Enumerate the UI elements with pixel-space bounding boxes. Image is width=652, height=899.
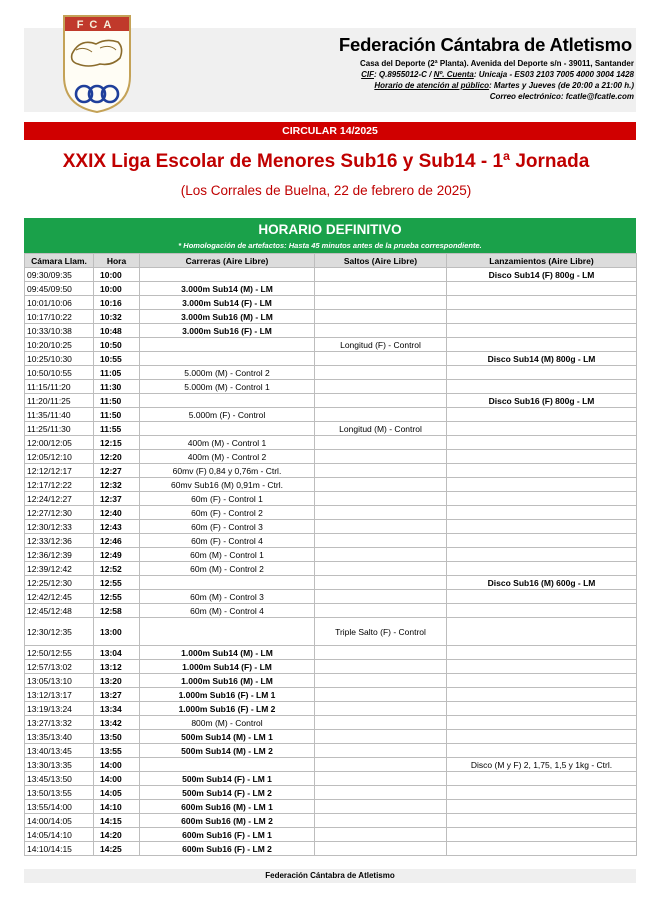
cell-lanzamientos [447, 786, 637, 800]
cell-hora: 13:55 [94, 744, 140, 758]
cell-carreras [140, 394, 315, 408]
cell-carreras [140, 352, 315, 366]
cell-camara: 09:45/09:50 [25, 282, 94, 296]
cell-hora: 13:34 [94, 702, 140, 716]
cell-saltos [315, 786, 447, 800]
table-row [25, 562, 637, 576]
table-row [25, 814, 637, 828]
cell-camara: 12:05/12:10 [25, 450, 94, 464]
address: Casa del Deporte (2ª Planta). Avenida del Deporte s/n - 39011, Santander [359, 59, 634, 68]
cell-saltos [315, 478, 447, 492]
cell-lanzamientos: Disco Sub14 (F) 800g - LM [447, 268, 637, 282]
cell-saltos [315, 352, 447, 366]
cell-saltos [315, 758, 447, 772]
schedule-note: * Homologación de artefactos: Hasta 45 minutos antes de la prueba correspondiente. [178, 241, 482, 250]
cell-lanzamientos [447, 716, 637, 730]
cell-hora: 11:50 [94, 408, 140, 422]
cell-carreras: 600m Sub16 (M) - LM 2 [140, 814, 315, 828]
cell-lanzamientos [447, 464, 637, 478]
cell-camara: 10:20/10:25 [25, 338, 94, 352]
cell-camara: 13:27/13:32 [25, 716, 94, 730]
cell-carreras: 1.000m Sub16 (F) - LM 2 [140, 702, 315, 716]
cell-carreras: 60m (F) - Control 3 [140, 520, 315, 534]
cell-lanzamientos [447, 478, 637, 492]
cell-saltos [315, 842, 447, 856]
cell-camara: 12:12/12:17 [25, 464, 94, 478]
cell-lanzamientos [447, 366, 637, 380]
cell-hora: 10:16 [94, 296, 140, 310]
schedule-table [24, 253, 637, 856]
cell-camara: 11:35/11:40 [25, 408, 94, 422]
cell-carreras: 1.000m Sub14 (M) - LM [140, 646, 315, 660]
col-lanzamientos: Lanzamientos (Aire Libre) [447, 254, 637, 268]
cell-lanzamientos [447, 590, 637, 604]
cell-lanzamientos [447, 772, 637, 786]
table-row [25, 464, 637, 478]
cell-hora: 14:15 [94, 814, 140, 828]
cell-carreras: 500m Sub14 (F) - LM 2 [140, 786, 315, 800]
cell-lanzamientos [447, 828, 637, 842]
cell-camara: 12:25/12:30 [25, 576, 94, 590]
page-subtitle: (Los Corrales de Buelna, 22 de febrero de 2025) [180, 183, 472, 198]
cell-lanzamientos [447, 534, 637, 548]
table-row [25, 366, 637, 380]
table-row [25, 688, 637, 702]
cell-camara: 10:50/10:55 [25, 366, 94, 380]
cell-saltos: Longitud (M) - Control [315, 422, 447, 436]
cell-hora: 14:05 [94, 786, 140, 800]
fca-logo [62, 14, 132, 114]
cell-hora: 12:32 [94, 478, 140, 492]
cell-lanzamientos [447, 436, 637, 450]
cell-saltos [315, 716, 447, 730]
cell-carreras: 3.000m Sub14 (F) - LM [140, 296, 315, 310]
cell-lanzamientos [447, 422, 637, 436]
footer: Federación Cántabra de Atletismo [24, 869, 636, 883]
table-row [25, 618, 637, 646]
table-row [25, 380, 637, 394]
schedule-heading [24, 218, 636, 253]
col-hora: Hora [94, 254, 140, 268]
cell-lanzamientos [447, 506, 637, 520]
table-row [25, 436, 637, 450]
cell-lanzamientos [447, 296, 637, 310]
org-name: Federación Cántabra de Atletismo [338, 34, 632, 55]
cell-carreras: 60m (F) - Control 4 [140, 534, 315, 548]
table-row [25, 604, 637, 618]
cell-carreras: 60m (F) - Control 2 [140, 506, 315, 520]
cell-carreras: 60m (F) - Control 1 [140, 492, 315, 506]
cell-carreras [140, 576, 315, 590]
table-header-row [25, 254, 637, 268]
cell-camara: 11:20/11:25 [25, 394, 94, 408]
cell-saltos [315, 436, 447, 450]
cell-saltos [315, 296, 447, 310]
cell-hora: 12:15 [94, 436, 140, 450]
col-carreras: Carreras (Aire Libre) [140, 254, 315, 268]
cell-lanzamientos [447, 702, 637, 716]
cell-carreras: 60m (M) - Control 4 [140, 604, 315, 618]
col-saltos: Saltos (Aire Libre) [315, 254, 447, 268]
cell-lanzamientos [447, 604, 637, 618]
cell-saltos [315, 730, 447, 744]
cell-carreras: 60m (M) - Control 3 [140, 590, 315, 604]
table-row [25, 800, 637, 814]
table-row [25, 660, 637, 674]
cell-lanzamientos [447, 646, 637, 660]
schedule-title: HORARIO DEFINITIVO [258, 222, 402, 237]
cell-saltos [315, 646, 447, 660]
cell-hora: 12:20 [94, 450, 140, 464]
cell-hora: 14:00 [94, 772, 140, 786]
table-row [25, 786, 637, 800]
cell-lanzamientos: Disco Sub16 (F) 800g - LM [447, 394, 637, 408]
cell-camara: 10:25/10:30 [25, 352, 94, 366]
table-row [25, 758, 637, 772]
table-row [25, 702, 637, 716]
cell-hora: 12:46 [94, 534, 140, 548]
cell-hora: 10:55 [94, 352, 140, 366]
cell-camara: 12:00/12:05 [25, 436, 94, 450]
table-row [25, 548, 637, 562]
cell-carreras: 3.000m Sub16 (M) - LM [140, 310, 315, 324]
cell-carreras [140, 268, 315, 282]
cell-hora: 11:50 [94, 394, 140, 408]
table-row [25, 716, 637, 730]
cell-carreras: 3.000m Sub16 (F) - LM [140, 324, 315, 338]
cell-camara: 13:12/13:17 [25, 688, 94, 702]
cell-hora: 12:40 [94, 506, 140, 520]
cell-camara: 12:42/12:45 [25, 590, 94, 604]
cell-hora: 13:27 [94, 688, 140, 702]
table-row [25, 576, 637, 590]
cell-lanzamientos [447, 324, 637, 338]
cell-carreras: 1.000m Sub14 (F) - LM [140, 660, 315, 674]
cell-hora: 10:00 [94, 268, 140, 282]
cell-carreras: 60mv Sub16 (M) 0,91m - Ctrl. [140, 478, 315, 492]
email-line: Correo electrónico: fcatle@fcatle.com [489, 92, 634, 101]
cell-carreras: 400m (M) - Control 1 [140, 436, 315, 450]
cell-hora: 12:55 [94, 576, 140, 590]
cell-camara: 12:24/12:27 [25, 492, 94, 506]
cell-hora: 11:55 [94, 422, 140, 436]
cell-hora: 12:27 [94, 464, 140, 478]
cell-hora: 14:10 [94, 800, 140, 814]
cell-carreras: 500m Sub14 (F) - LM 1 [140, 772, 315, 786]
cell-hora: 12:55 [94, 590, 140, 604]
cell-lanzamientos [447, 688, 637, 702]
cell-carreras: 60m (M) - Control 1 [140, 548, 315, 562]
cell-camara: 13:50/13:55 [25, 786, 94, 800]
cell-hora: 13:00 [94, 618, 140, 646]
cell-carreras [140, 422, 315, 436]
cell-camara: 12:27/12:30 [25, 506, 94, 520]
cell-lanzamientos [447, 618, 637, 646]
cell-camara: 13:35/13:40 [25, 730, 94, 744]
cell-saltos [315, 380, 447, 394]
table-row [25, 646, 637, 660]
cell-camara: 10:01/10:06 [25, 296, 94, 310]
table-row [25, 478, 637, 492]
cell-hora: 12:37 [94, 492, 140, 506]
cell-carreras: 5.000m (M) - Control 1 [140, 380, 315, 394]
cell-saltos [315, 268, 447, 282]
cell-lanzamientos [447, 380, 637, 394]
table-row [25, 744, 637, 758]
cell-saltos [315, 814, 447, 828]
table-row [25, 730, 637, 744]
cell-saltos [315, 282, 447, 296]
cell-hora: 13:12 [94, 660, 140, 674]
cif-line: CIF: Q.8955012-C / Nº. Cuenta: Unicaja - ES03 2103 7005 4000 3004 1428 [361, 70, 634, 79]
cell-camara: 11:15/11:20 [25, 380, 94, 394]
cell-carreras: 1.000m Sub16 (F) - LM 1 [140, 688, 315, 702]
cell-hora: 13:50 [94, 730, 140, 744]
cell-camara: 14:10/14:15 [25, 842, 94, 856]
cell-camara: 13:30/13:35 [25, 758, 94, 772]
cell-lanzamientos [447, 814, 637, 828]
cell-camara: 12:33/12:36 [25, 534, 94, 548]
cell-saltos [315, 324, 447, 338]
cell-camara: 13:05/13:10 [25, 674, 94, 688]
cell-saltos [315, 520, 447, 534]
cell-saltos [315, 464, 447, 478]
cell-hora: 13:42 [94, 716, 140, 730]
cell-saltos [315, 576, 447, 590]
table-row [25, 352, 637, 366]
cell-saltos [315, 828, 447, 842]
cell-hora: 10:32 [94, 310, 140, 324]
cell-saltos [315, 800, 447, 814]
cell-lanzamientos [447, 520, 637, 534]
cell-saltos [315, 394, 447, 408]
table-row [25, 506, 637, 520]
cell-camara: 13:40/13:45 [25, 744, 94, 758]
cell-camara: 11:25/11:30 [25, 422, 94, 436]
cell-camara: 12:36/12:39 [25, 548, 94, 562]
cell-lanzamientos: Disco Sub16 (M) 600g - LM [447, 576, 637, 590]
cell-lanzamientos [447, 842, 637, 856]
cell-carreras: 60m (M) - Control 2 [140, 562, 315, 576]
cell-saltos [315, 506, 447, 520]
cell-camara: 12:57/13:02 [25, 660, 94, 674]
cell-lanzamientos [447, 492, 637, 506]
cell-hora: 14:25 [94, 842, 140, 856]
cell-hora: 14:20 [94, 828, 140, 842]
cell-carreras: 400m (M) - Control 2 [140, 450, 315, 464]
cell-carreras: 600m Sub16 (M) - LM 1 [140, 800, 315, 814]
cell-hora: 13:20 [94, 674, 140, 688]
header-contact [360, 58, 634, 102]
cell-saltos [315, 562, 447, 576]
table-body [25, 268, 637, 856]
page-title: XXIX Liga Escolar de Menores Sub16 y Sub14 - 1ª Jornada [62, 151, 590, 172]
table-row [25, 310, 637, 324]
cell-camara: 12:39/12:42 [25, 562, 94, 576]
cell-hora: 10:48 [94, 324, 140, 338]
cell-hora: 12:49 [94, 548, 140, 562]
cell-saltos [315, 590, 447, 604]
cell-camara: 14:00/14:05 [25, 814, 94, 828]
cell-camara: 14:05/14:10 [25, 828, 94, 842]
cell-hora: 10:00 [94, 282, 140, 296]
cell-saltos [315, 772, 447, 786]
table-row [25, 282, 637, 296]
hours-line: Horario de atención al público: Martes y Jueves (de 20:00 a 21:00 h.) [374, 81, 634, 90]
circular-bar: CIRCULAR 14/2025 [24, 122, 636, 140]
cell-saltos: Longitud (F) - Control [315, 338, 447, 352]
cell-saltos: Triple Salto (F) - Control [315, 618, 447, 646]
cell-lanzamientos: Disco Sub14 (M) 800g - LM [447, 352, 637, 366]
cell-saltos [315, 548, 447, 562]
cell-camara: 13:19/13:24 [25, 702, 94, 716]
cell-camara: 10:17/10:22 [25, 310, 94, 324]
cell-hora: 11:05 [94, 366, 140, 380]
cell-lanzamientos [447, 800, 637, 814]
cell-saltos [315, 450, 447, 464]
cell-camara: 09:30/09:35 [25, 268, 94, 282]
cell-carreras [140, 338, 315, 352]
cell-lanzamientos [447, 562, 637, 576]
table-row [25, 338, 637, 352]
cell-saltos [315, 702, 447, 716]
cell-carreras: 5.000m (M) - Control 2 [140, 366, 315, 380]
cell-saltos [315, 492, 447, 506]
cell-camara: 12:45/12:48 [25, 604, 94, 618]
table-row [25, 296, 637, 310]
table-row [25, 492, 637, 506]
table-row [25, 772, 637, 786]
cell-carreras: 1.000m Sub16 (M) - LM [140, 674, 315, 688]
cell-carreras: 60mv (F) 0,84 y 0,76m - Ctrl. [140, 464, 315, 478]
cell-saltos [315, 534, 447, 548]
table-row [25, 450, 637, 464]
cell-carreras: 5.000m (F) - Control [140, 408, 315, 422]
cell-lanzamientos [447, 310, 637, 324]
cell-carreras: 600m Sub16 (F) - LM 1 [140, 828, 315, 842]
cell-lanzamientos: Disco (M y F) 2, 1,75, 1,5 y 1kg - Ctrl. [447, 758, 637, 772]
cell-carreras: 3.000m Sub14 (M) - LM [140, 282, 315, 296]
cell-hora: 12:43 [94, 520, 140, 534]
cell-saltos [315, 604, 447, 618]
cell-hora: 12:52 [94, 562, 140, 576]
cell-hora: 14:00 [94, 758, 140, 772]
cell-camara: 13:55/14:00 [25, 800, 94, 814]
cell-lanzamientos [447, 660, 637, 674]
cell-saltos [315, 366, 447, 380]
cell-camara: 13:45/13:50 [25, 772, 94, 786]
table-row [25, 842, 637, 856]
cell-camara: 12:30/12:35 [25, 618, 94, 646]
cell-lanzamientos [447, 450, 637, 464]
cell-camara: 10:33/10:38 [25, 324, 94, 338]
table-row [25, 324, 637, 338]
cell-hora: 12:58 [94, 604, 140, 618]
table-row [25, 408, 637, 422]
cell-camara: 12:50/12:55 [25, 646, 94, 660]
cell-carreras [140, 758, 315, 772]
cell-carreras: 800m (M) - Control [140, 716, 315, 730]
cell-camara: 12:30/12:33 [25, 520, 94, 534]
table-row [25, 394, 637, 408]
cell-hora: 11:30 [94, 380, 140, 394]
cell-carreras: 500m Sub14 (M) - LM 2 [140, 744, 315, 758]
cell-saltos [315, 674, 447, 688]
col-camara: Cámara Llam. [25, 254, 94, 268]
cell-saltos [315, 408, 447, 422]
table-row [25, 268, 637, 282]
cell-carreras: 500m Sub14 (M) - LM 1 [140, 730, 315, 744]
cell-lanzamientos [447, 282, 637, 296]
cell-saltos [315, 310, 447, 324]
table-row [25, 674, 637, 688]
table-row [25, 520, 637, 534]
table-row [25, 534, 637, 548]
table-row [25, 828, 637, 842]
cell-lanzamientos [447, 674, 637, 688]
cell-hora: 10:50 [94, 338, 140, 352]
cell-carreras: 600m Sub16 (F) - LM 2 [140, 842, 315, 856]
cell-lanzamientos [447, 408, 637, 422]
cell-lanzamientos [447, 338, 637, 352]
cell-saltos [315, 688, 447, 702]
cell-saltos [315, 744, 447, 758]
cell-lanzamientos [447, 548, 637, 562]
cell-lanzamientos [447, 744, 637, 758]
cell-hora: 13:04 [94, 646, 140, 660]
cell-camara: 12:17/12:22 [25, 478, 94, 492]
cell-saltos [315, 660, 447, 674]
logo-text: FCA [76, 19, 118, 31]
cell-lanzamientos [447, 730, 637, 744]
table-row [25, 590, 637, 604]
cell-carreras [140, 618, 315, 646]
table-row [25, 422, 637, 436]
